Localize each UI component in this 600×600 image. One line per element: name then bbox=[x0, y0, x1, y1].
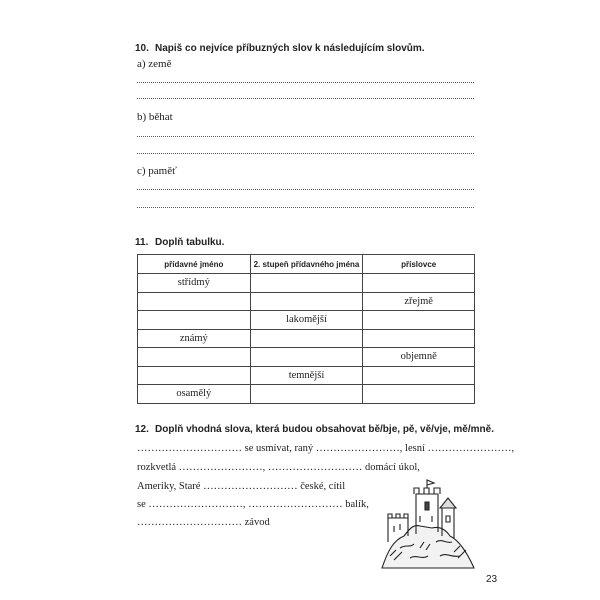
table-row bbox=[138, 348, 475, 367]
task-12-instruction: Doplň vhodná slova, která budou obsahovat bě/bje, pě, vě/vje, mě/mně. bbox=[155, 424, 494, 435]
table-cell[interactable] bbox=[363, 274, 475, 293]
task-10-item-b-label: b) běhat bbox=[137, 111, 173, 123]
table-cell[interactable] bbox=[363, 329, 475, 348]
answer-line[interactable] bbox=[137, 153, 474, 154]
task-10-number: 10. bbox=[135, 43, 149, 54]
table-row bbox=[138, 385, 475, 404]
task-11-number: 11. bbox=[135, 237, 149, 248]
castle-illustration bbox=[380, 478, 476, 570]
table-cell[interactable]: temnější bbox=[250, 366, 363, 385]
table-header-cell: přídavné jméno bbox=[138, 255, 251, 274]
table-cell[interactable]: lakomější bbox=[250, 311, 363, 330]
table-cell[interactable] bbox=[250, 292, 363, 311]
table-header-cell: příslovce bbox=[363, 255, 475, 274]
task-10-instruction: Napiš co nejvíce příbuzných slov k následujícím slovům. bbox=[155, 43, 425, 54]
table-cell[interactable] bbox=[363, 385, 475, 404]
table-cell[interactable] bbox=[138, 292, 251, 311]
table-cell[interactable]: střídmý bbox=[138, 274, 251, 293]
table-cell[interactable] bbox=[363, 366, 475, 385]
task-12-number: 12. bbox=[135, 424, 149, 435]
task-12-line[interactable]: rozkvetlá ……………………, ……………………… domácí úkol, bbox=[137, 462, 420, 473]
task-12-title bbox=[135, 424, 494, 435]
task-10-item-c-label: c) paměť bbox=[137, 165, 177, 177]
table-row bbox=[138, 292, 475, 311]
task-10-title bbox=[135, 43, 425, 54]
table-cell[interactable] bbox=[250, 329, 363, 348]
answer-line[interactable] bbox=[137, 189, 474, 190]
task-12-line[interactable]: Ameriky, Staré ……………………… české, cítil bbox=[137, 481, 346, 492]
table-cell[interactable]: známý bbox=[138, 329, 251, 348]
task-12-line[interactable]: ………………………… závod bbox=[137, 517, 270, 528]
table-row bbox=[138, 329, 475, 348]
table-cell[interactable] bbox=[138, 366, 251, 385]
answer-line[interactable] bbox=[137, 136, 474, 137]
answer-line[interactable] bbox=[137, 98, 474, 99]
table-row bbox=[138, 274, 475, 293]
task-10-item-a-label: a) země bbox=[137, 58, 172, 70]
table-row bbox=[138, 311, 475, 330]
table-cell[interactable]: objemně bbox=[363, 348, 475, 367]
task-12-line[interactable]: se ………………………, ……………………… balík, bbox=[137, 499, 369, 510]
table-row bbox=[138, 366, 475, 385]
table-cell[interactable] bbox=[363, 311, 475, 330]
adjective-table bbox=[137, 254, 475, 404]
table-header-row bbox=[138, 255, 475, 274]
table-cell[interactable] bbox=[138, 348, 251, 367]
answer-line[interactable] bbox=[137, 82, 474, 83]
page-number: 23 bbox=[486, 574, 498, 585]
table-cell[interactable]: zřejmě bbox=[363, 292, 475, 311]
task-11-title bbox=[135, 237, 224, 248]
table-header-cell: 2. stupeň přídavného jména bbox=[250, 255, 363, 274]
table-cell[interactable]: osamělý bbox=[138, 385, 251, 404]
table-cell[interactable] bbox=[250, 385, 363, 404]
task-11-instruction: Doplň tabulku. bbox=[155, 237, 225, 248]
task-12-line[interactable]: ………………………… se usmívat, raný ……………………, lesní ……………………, bbox=[137, 443, 515, 454]
table-cell[interactable] bbox=[138, 311, 251, 330]
table-cell[interactable] bbox=[250, 274, 363, 293]
table-cell[interactable] bbox=[250, 348, 363, 367]
answer-line[interactable] bbox=[137, 207, 474, 208]
